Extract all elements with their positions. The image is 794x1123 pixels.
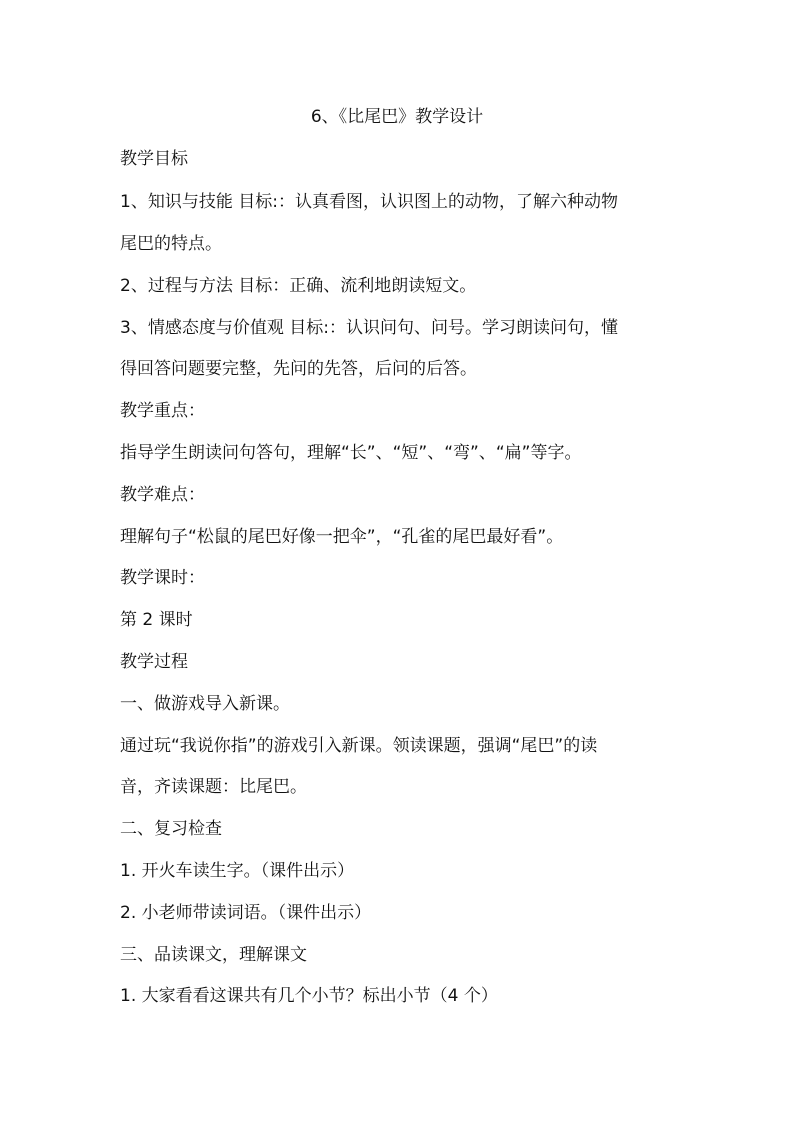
goal-1-line-2: 尾巴的特点。 xyxy=(120,234,222,254)
heading-difficulties: 教学难点： xyxy=(120,485,205,505)
difficulties-text: 理解句子“松鼠的尾巴好像一把伞”，“孔雀的尾巴最好看”。 xyxy=(120,527,564,547)
section-2-item-2: 2. 小老师带读词语。（课件出示） xyxy=(120,903,372,923)
class-hours-text: 第 2 课时 xyxy=(120,610,193,630)
section-2-heading: 二、复习检查 xyxy=(120,819,222,839)
section-1-text-line-2: 音，齐读课题：比尾巴。 xyxy=(120,777,307,797)
section-1-text-line-1: 通过玩“我说你指”的游戏引入新课。领读课题，强调“尾巴”的读 xyxy=(120,736,598,756)
goal-2: 2、过程与方法 目标：正确、流利地朗读短文。 xyxy=(120,276,477,296)
document-title: 6、《比尾巴》教学设计 xyxy=(310,107,484,127)
goal-1-line-1: 1、知识与技能 目标:：认真看图，认识图上的动物，了解六种动物 xyxy=(120,192,618,212)
section-3-heading: 三、品读课文，理解课文 xyxy=(120,945,307,965)
section-2-item-1: 1. 开火车读生字。（课件出示） xyxy=(120,861,355,881)
goal-3-line-2: 得回答问题要完整，先问的先答，后问的后答。 xyxy=(120,359,477,379)
section-1-heading: 一、做游戏导入新课。 xyxy=(120,694,290,714)
heading-class-hours: 教学课时： xyxy=(120,568,205,588)
section-3-item-1: 1. 大家看看这课共有几个小节？标出小节（4 个） xyxy=(120,986,498,1006)
heading-teaching-goals: 教学目标 xyxy=(120,149,188,169)
heading-teaching-process: 教学过程 xyxy=(120,652,188,672)
goal-3-line-1: 3、情感态度与价值观 目标:：认识问句、问号。学习朗读问句，懂 xyxy=(120,318,618,338)
heading-key-points: 教学重点： xyxy=(120,401,205,421)
key-points-text: 指导学生朗读问句答句，理解“长”、“短”、“弯”、“扁”等字。 xyxy=(120,443,582,463)
